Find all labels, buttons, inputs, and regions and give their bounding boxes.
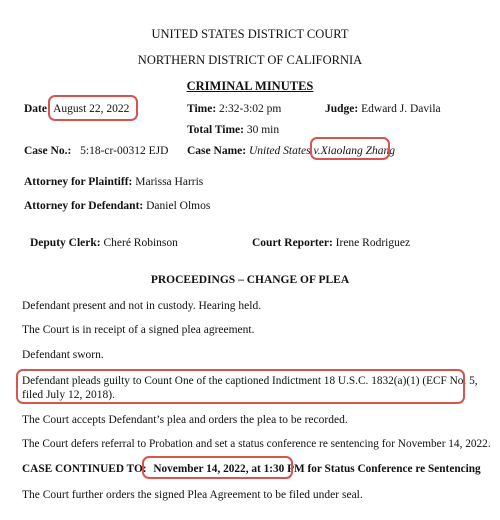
plea-paragraph-line2: filed July 12, 2018).: [22, 389, 115, 401]
total-time-label: Total Time:: [187, 124, 244, 136]
case-number-value: 5:18-cr-00312 EJD: [80, 145, 169, 157]
case-name-defendant: Xiaolang Zhang: [320, 145, 396, 157]
proceedings-heading: PROCEEDINGS – CHANGE OF PLEA: [150, 274, 350, 286]
total-time-field: [187, 123, 279, 137]
plea-paragraph-line1: Defendant pleads guilty to Count One of the captioned Indictment 18 U.S.C. 1832(a)(1) (ECF No. 5,: [22, 375, 478, 387]
date-label: Date:: [24, 103, 51, 115]
total-time-value: 30 min: [246, 124, 280, 136]
case-number-label: Case No.:: [24, 145, 72, 157]
judge-value: Edward J. Davila: [361, 103, 441, 115]
deputy-clerk-value: Cheré Robinson: [103, 237, 178, 249]
court-reporter-field: [252, 236, 410, 250]
case-continued-date: November 14, 2022, at 1:30 PM: [153, 463, 305, 475]
plaintiff-attorney-field: [24, 175, 203, 189]
defendant-attorney-value: Daniel Olmos: [146, 200, 211, 212]
deputy-clerk-label: Deputy Clerk:: [30, 237, 101, 249]
date-value: August 22, 2022: [53, 103, 130, 115]
case-name-label: Case Name:: [187, 145, 247, 157]
defendant-attorney-field: [24, 199, 210, 213]
case-name-field: [187, 144, 395, 158]
court-district: NORTHERN DISTRICT OF CALIFORNIA: [137, 53, 363, 67]
case-name-prefix: United States v.: [248, 145, 321, 157]
proceedings-paragraph: The Court is in receipt of a signed plea agreement.: [22, 324, 255, 336]
proceedings-paragraph: The Court further orders the signed Plea Agreement to be filed under seal.: [22, 489, 363, 501]
plaintiff-attorney-value: Marissa Harris: [135, 176, 204, 188]
proceedings-paragraph: Defendant present and not in custody. Hearing held.: [22, 300, 262, 312]
judge-label: Judge:: [325, 103, 359, 115]
proceedings-paragraph: The Court defers referral to Probation and set a status conference re sentencing for November 14, 2022.: [22, 438, 491, 450]
time-label: Time:: [187, 103, 217, 115]
court-reporter-label: Court Reporter:: [252, 237, 333, 249]
deputy-clerk-field: [30, 236, 178, 250]
case-continued-label: CASE CONTINUED TO:: [22, 463, 147, 475]
defendant-attorney-label: Attorney for Defendant:: [24, 200, 144, 212]
case-continued-suffix: for Status Conference re Sentencing: [307, 463, 481, 475]
court-title: UNITED STATES DISTRICT COURT: [151, 27, 349, 41]
proceedings-paragraph: The Court accepts Defendant’s plea and orders the plea to be recorded.: [22, 414, 348, 426]
minutes-title: CRIMINAL MINUTES: [186, 79, 314, 93]
date-field: [24, 102, 129, 116]
case-continued-line: [22, 462, 481, 476]
time-value: 2:32-3:02 pm: [219, 103, 282, 115]
judge-field: [325, 102, 441, 116]
case-number-field: [24, 144, 168, 158]
proceedings-paragraph: Defendant sworn.: [22, 349, 104, 361]
plaintiff-attorney-label: Attorney for Plaintiff:: [24, 176, 133, 188]
time-field: [187, 102, 281, 116]
court-reporter-value: Irene Rodriguez: [335, 237, 411, 249]
